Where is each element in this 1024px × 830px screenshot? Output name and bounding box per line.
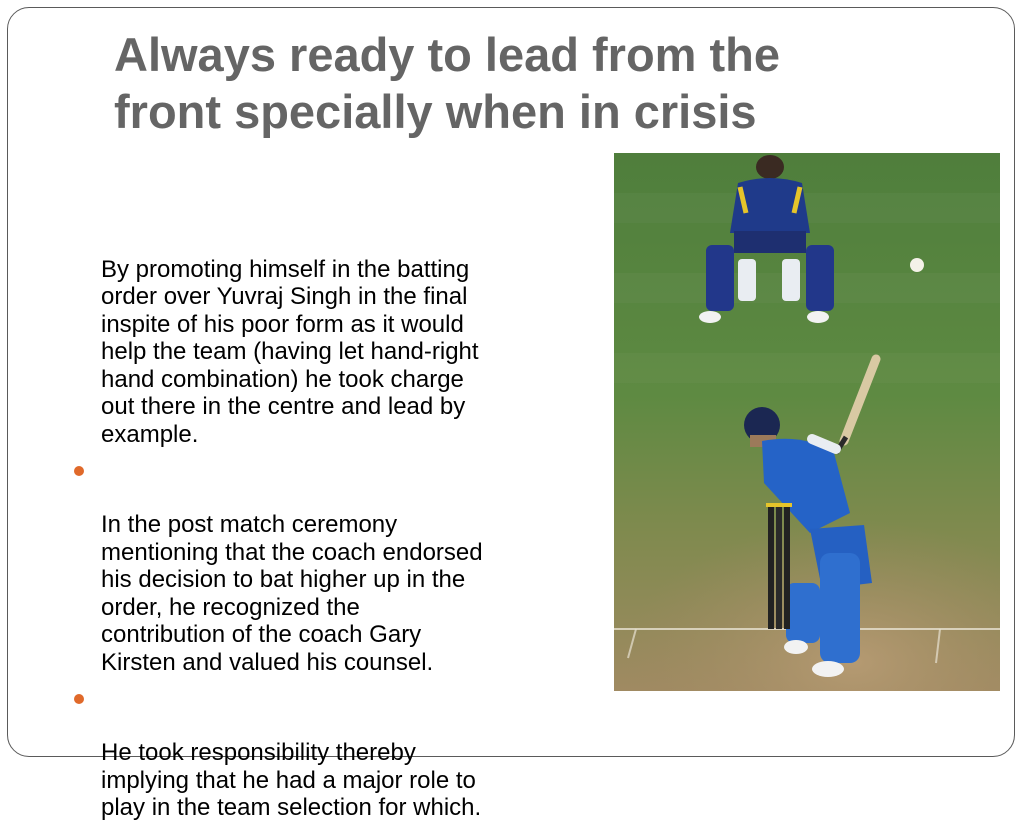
paragraph-intro-text: By promoting himself in the batting order over Yuvraj Singh in the final inspite of his poor form as it would help the team (having let hand-right hand combination) he took charge out there in the centre and lead by example. — [101, 255, 479, 448]
bullet-item — [74, 456, 564, 676]
cricket-ball — [910, 258, 924, 272]
bullet-item-text: He took responsibility thereby implying that he had a major role to play in the team selection for which. — [101, 739, 482, 821]
paragraph-intro — [74, 228, 564, 448]
slide-body — [74, 228, 564, 830]
slide-title: Always ready to lead from the front specially when in crisis — [114, 28, 781, 138]
bullet-dot-icon — [74, 694, 84, 704]
stumps — [766, 503, 792, 629]
bullet-item — [74, 684, 564, 822]
bullet-dot-icon — [74, 466, 84, 476]
cricket-photo — [614, 153, 1000, 691]
bullet-item-text: In the post match ceremony mentioning that the coach endorsed his decision to bat higher up in the order, he recognized the contribution of the coach Gary Kirsten and valued his counsel. — [101, 511, 483, 676]
